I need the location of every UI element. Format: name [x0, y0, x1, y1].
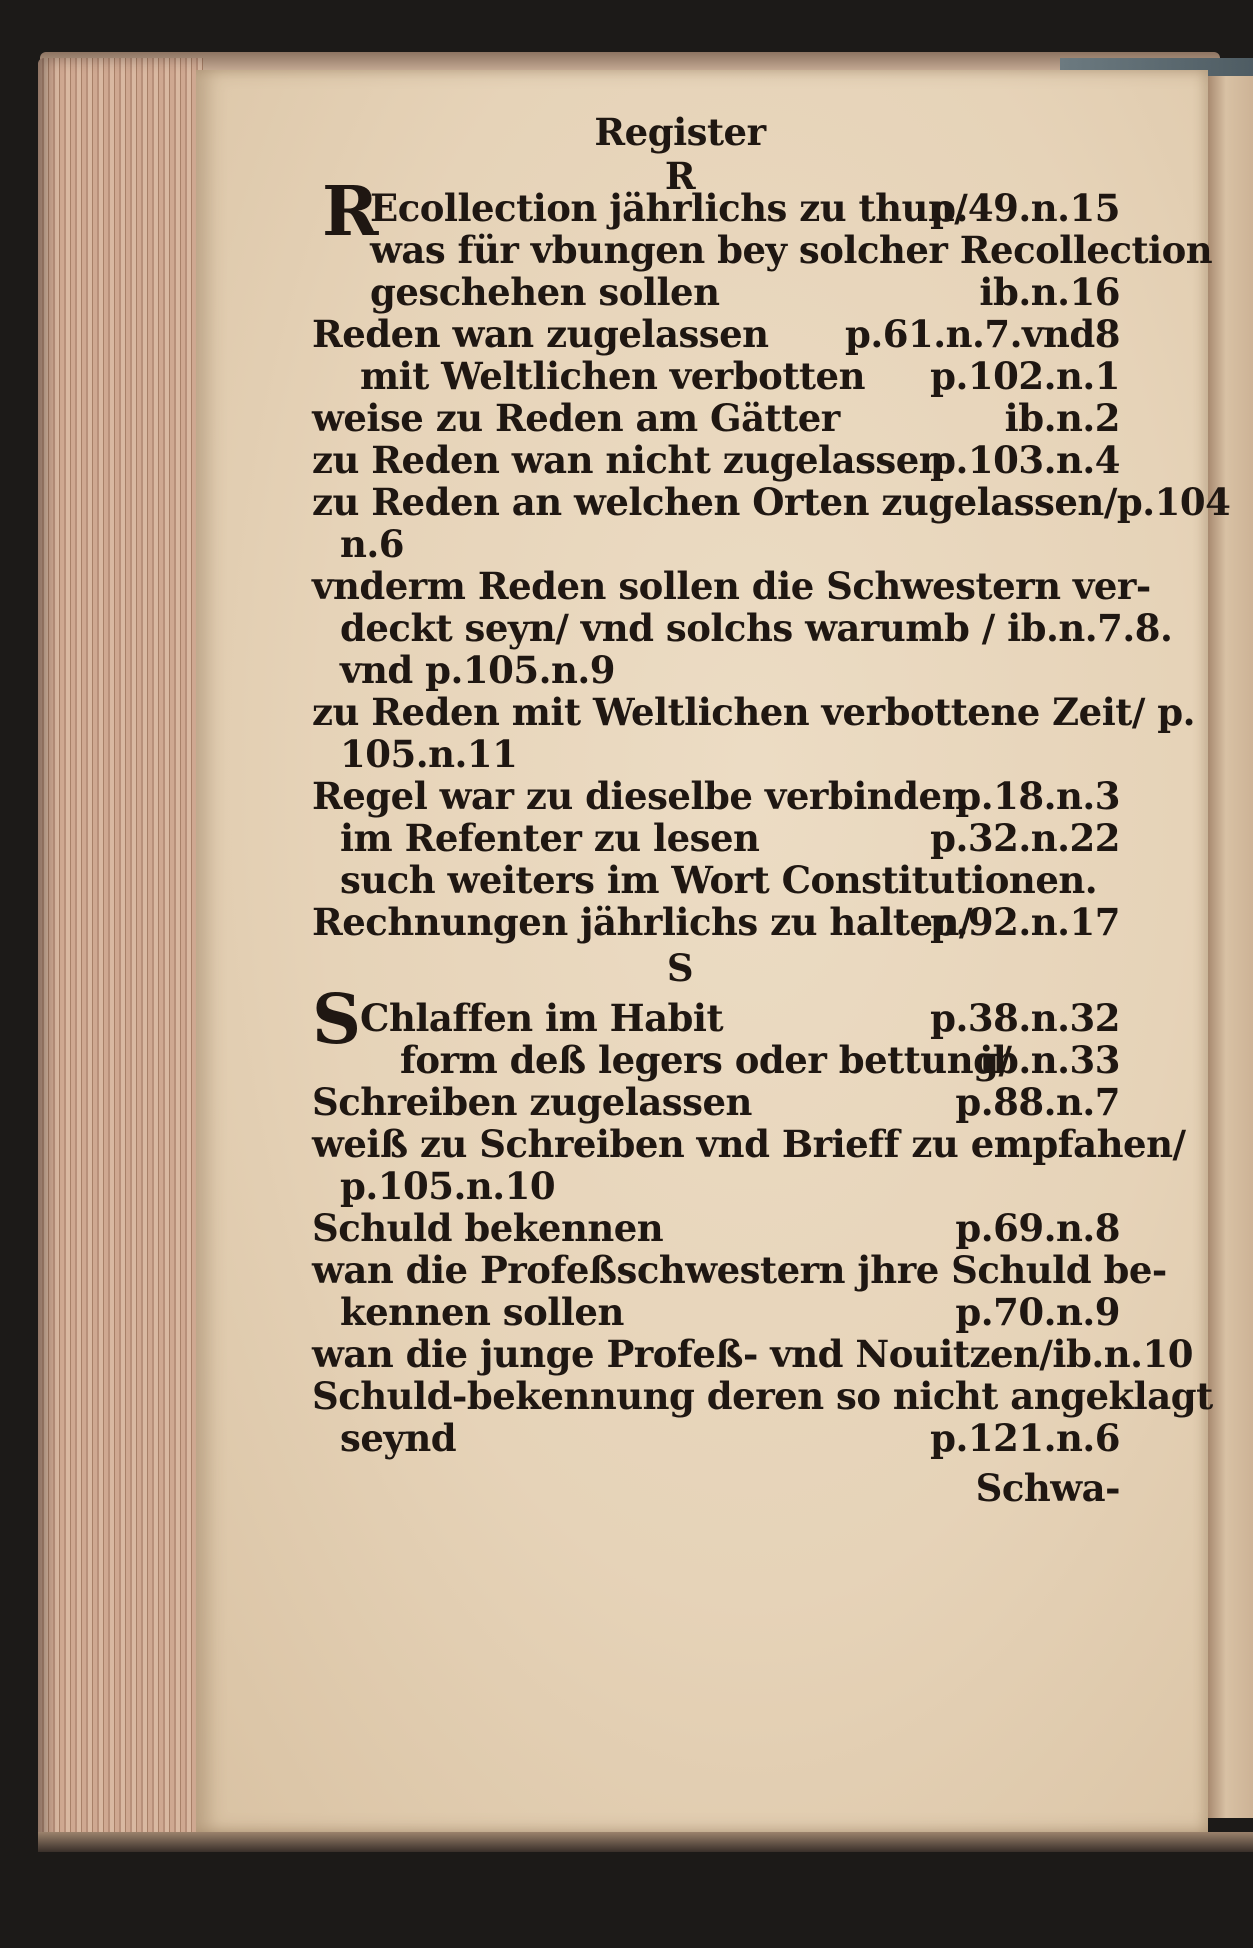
- index-entry: Regel war zu dieselbe verbinden: [312, 774, 968, 818]
- page-reference: p.32.n.22: [930, 816, 1120, 860]
- page-reference: p.49.n.15: [930, 186, 1120, 230]
- index-entry: such weiters im Wort Constitutionen.: [340, 858, 1098, 902]
- index-entry: weise zu Reden am Gätter: [312, 396, 840, 440]
- index-entry: zu Reden mit Weltlichen verbottene Zeit/ p.: [312, 690, 1196, 734]
- dropcap-s: S: [312, 980, 361, 1060]
- index-entry: Reden wan zugelassen: [312, 312, 769, 356]
- page-title: Register: [594, 110, 766, 154]
- index-entry: seynd: [340, 1416, 457, 1460]
- index-entry: geschehen sollen: [370, 270, 720, 314]
- index-entry: Rechnungen jährlichs zu halten/: [312, 900, 972, 944]
- index-entry: Schuld bekennen: [312, 1206, 664, 1250]
- index-entry: deckt seyn/ vnd solchs warumb / ib.n.7.8.: [340, 606, 1173, 650]
- index-entry: im Refenter zu lesen: [340, 816, 760, 860]
- book-bottom-edge: [38, 1832, 1253, 1852]
- index-entry: wan die junge Profeß- vnd Nouitzen/ib.n.10: [312, 1332, 1193, 1376]
- page-stack-edge: [38, 58, 203, 1846]
- page-reference: p.38.n.32: [930, 996, 1120, 1040]
- index-entry: was für vbungen bey solcher Recollection: [370, 228, 1213, 272]
- index-entry: wan die Profeßschwestern jhre Schuld be-: [312, 1248, 1167, 1292]
- page-reference: p.103.n.4: [930, 438, 1120, 482]
- index-entry: weiß zu Schreiben vnd Brieff zu empfahen/: [312, 1122, 1186, 1166]
- page-reference: p.92.n.17: [930, 900, 1120, 944]
- page-reference: p.102.n.1: [930, 354, 1120, 398]
- page-reference: p.18.n.3: [955, 774, 1120, 818]
- index-entry: Ecollection jährlichs zu thun/: [370, 186, 968, 230]
- section-letter-r: R: [664, 154, 696, 198]
- index-entry: mit Weltlichen verbotten: [360, 354, 865, 398]
- page-reference: p.121.n.6: [930, 1416, 1120, 1460]
- index-entry: form deß legers oder bettung/: [400, 1038, 1012, 1082]
- index-entry: Schuld-bekennung deren so nicht angeklagt: [312, 1374, 1213, 1418]
- index-entry: n.6: [340, 522, 405, 566]
- index-entry: Chlaffen im Habit: [360, 996, 724, 1040]
- page-reference: ib.n.33: [979, 1038, 1120, 1082]
- section-letter-s: S: [666, 946, 694, 990]
- index-entry: p.105.n.10: [340, 1164, 556, 1208]
- dropcap-r: R: [322, 172, 379, 252]
- index-entry: zu Reden wan nicht zugelassen: [312, 438, 946, 482]
- page-reference: ib.n.2: [1004, 396, 1120, 440]
- page-reference: ib.n.16: [979, 270, 1120, 314]
- page-reference: p.69.n.8: [955, 1206, 1120, 1250]
- page-reference: p.61.n.7.vnd8: [844, 312, 1120, 356]
- facing-page-edge: [1208, 76, 1253, 1818]
- index-entry: vnd p.105.n.9: [340, 648, 616, 692]
- index-entry: Schreiben zugelassen: [312, 1080, 752, 1124]
- index-entry: vnderm Reden sollen die Schwestern ver-: [312, 564, 1151, 608]
- page-reference: p.70.n.9: [955, 1290, 1120, 1334]
- catchword: Schwa-: [975, 1466, 1120, 1510]
- index-entry: kennen sollen: [340, 1290, 624, 1334]
- page-reference: p.88.n.7: [955, 1080, 1120, 1124]
- index-entry: 105.n.11: [340, 732, 518, 776]
- index-entry: zu Reden an welchen Orten zugelassen/p.104: [312, 480, 1231, 524]
